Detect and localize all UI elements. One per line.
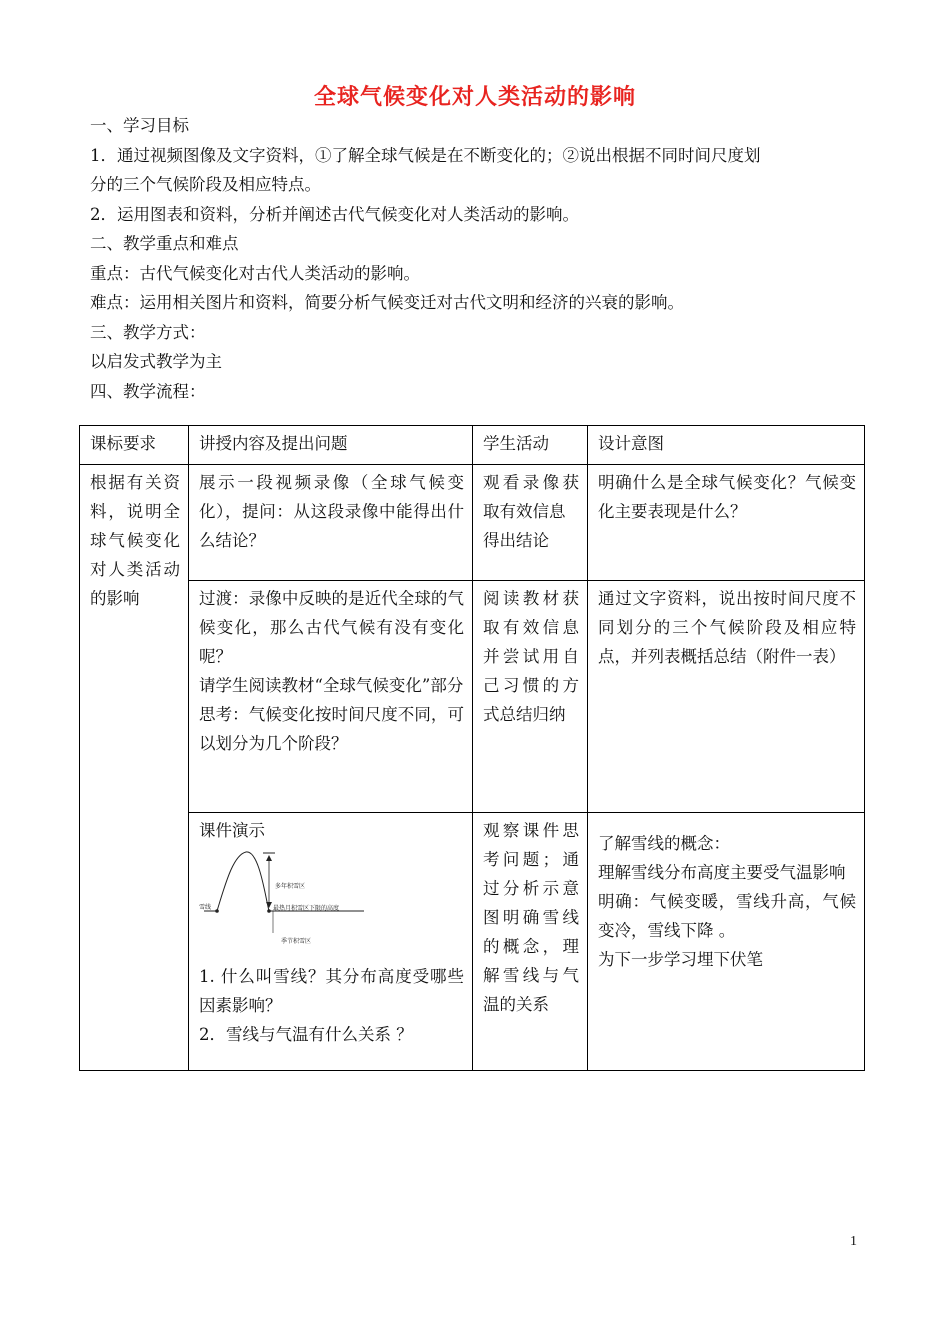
content-heading: 课件演示 (199, 821, 265, 840)
label-multi-year-snow: 多年积雪区 (275, 883, 306, 890)
arrow-down-head (266, 902, 272, 908)
table-row (80, 581, 865, 813)
question-1: 1. 什么叫雪线？其分布高度受哪些因素影响？ (199, 967, 464, 1015)
label-snow-line: 雪线 (199, 904, 212, 911)
content-text: 思考：气候变化按时间尺度不同，可以划分为几个阶段？ (199, 705, 464, 753)
activity-text: 观看录像获取有效信息 (483, 473, 579, 521)
label-hottest-month: 最热月积雪区下限的高度 (273, 905, 340, 912)
teaching-flow-table (79, 425, 865, 1071)
difficult-point: 难点：运用相关图片和资料，简要分析气候变迁对古代文明和经济的兴衰的影响。 (90, 293, 684, 312)
requirement-cell: 根据有关资料，说明全球气候变化对人类活动的影响 (80, 465, 189, 1071)
table-row (80, 465, 865, 581)
content-cell: 展示一段视频录像（全球气候变化），提问：从这段录像中能得出什么结论？ (189, 465, 473, 581)
section-heading-key-points: 二、教学重点和难点 (90, 234, 239, 253)
activity-cell: 阅读教材获取有效信息并尝试用自己习惯的方式总结归纳 (473, 581, 588, 813)
goal-2: 2．运用图表和资料，分析并阐述古代气候变化对人类活动的影响。 (90, 204, 579, 224)
page-number: 1 (850, 1234, 857, 1249)
label-seasonal-snow: 季节积雪区 (281, 938, 312, 945)
intent-cell: 明确什么是全球气候变化？气候变化主要表现是什么？ (588, 465, 865, 581)
teaching-method: 以启发式教学为主 (90, 352, 222, 371)
page-title: 全球气候变化对人类活动的影响 (313, 85, 636, 110)
snow-line-diagram (199, 847, 399, 962)
intent-text: 了解雪线的概念： (598, 834, 730, 853)
content-text: 请学生阅读教材“全球气候变化”部分 (199, 676, 464, 695)
content-text: 过渡：录像中反映的是近代全球的气候变化，那么古代气候有没有变化呢？ (199, 589, 464, 666)
section-heading-flow: 四、教学流程： (90, 381, 206, 401)
snow-line-point (267, 909, 271, 913)
header-activity: 学生活动 (473, 426, 588, 465)
intent-text: 为下一步学习埋下伏笔 (598, 950, 763, 969)
header-intent: 设计意图 (588, 426, 865, 465)
content-cell (189, 813, 473, 1071)
section-heading-goals: 一、学习目标 (90, 116, 189, 135)
document-body (90, 111, 865, 406)
goal-1-line-1: 1．通过视频图像及文字资料，①了解全球气候是在不断变化的；②说出根据不同时间尺度划 (90, 145, 761, 165)
mountain-profile (204, 852, 364, 911)
activity-cell: 观察课件思考问题；通过分析示意图明确雪线的概念，理解雪线与气温的关系 (473, 813, 588, 1071)
activity-cell (473, 465, 588, 581)
content-cell (189, 581, 473, 813)
intent-cell (588, 813, 865, 1071)
table-row (80, 813, 865, 1071)
goal-1-line-2: 分的三个气候阶段及相应特点。 (90, 175, 321, 194)
activity-text: 得出结论 (483, 531, 549, 550)
header-content: 讲授内容及提出问题 (189, 426, 473, 465)
intent-text: 理解雪线分布高度主要受气温影响 (598, 863, 846, 882)
key-point: 重点：古代气候变化对古代人类活动的影响。 (90, 263, 420, 283)
question-2: 2．雪线与气温有什么关系 ？ (199, 1025, 413, 1044)
header-requirement: 课标要求 (80, 426, 189, 465)
table-header-row (80, 426, 865, 465)
arrow-up-head (266, 855, 272, 861)
intent-cell: 通过文字资料，说出按时间尺度不同划分的三个气候阶段及相应特点，并列表概括总结（附件一表） (588, 581, 865, 813)
section-heading-method: 三、教学方式： (90, 322, 206, 342)
intent-text: 明确：气候变暖，雪线升高，气候变冷，雪线下降 。 (598, 892, 856, 940)
snow-line-point (215, 909, 219, 913)
